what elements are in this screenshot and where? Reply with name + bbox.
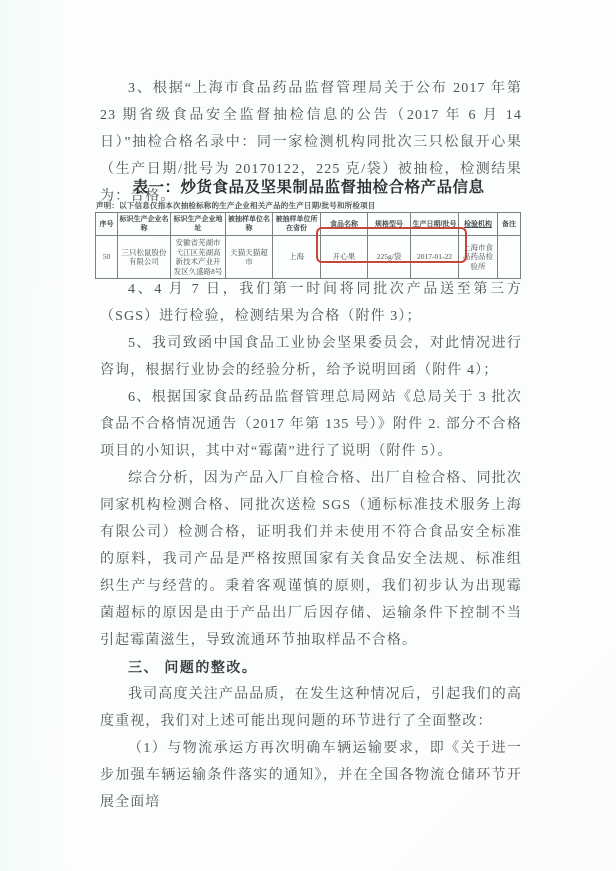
paragraph-comprehensive-analysis: 综合分析，因为产品入厂自检合格、出厂自检合格、同批次同家机构检测合格、同批次送检 SGS（通标标准技术服务上海有限公司）检测合格，证明我们并未使用不符合食品安全标准的原料，我司产品是严格按照国家有关食品安全法规、标准组织生产与经营的。秉着客观谨慎的原则，我们初步认为出现霉菌超标的原因是由于产品出厂后因存储、运输条件下控制不当引起霉菌滋生，导致流通环节抽取样品不合格。 <box>100 471 522 648</box>
paragraph-logistics-requirement: （1）与物流承运方再次明确车辆运输要求，即《关于进一步加强车辆运输条件落实的通知》，并在全国各物流仓储环节开展全面培 <box>100 741 522 810</box>
col-header-remarks: 备注 <box>498 213 521 236</box>
paragraph-sampling-announcement: 3、根据“上海市食品药品监督管理局关于公布 2017 年第 23 期省级食品安全监督抽检信息的公告（2017 年 6 月 14 日）”抽检合格名录中：同一家检测机构同批次三只松鼠开心果（生产日期/批号为 20170122，225 克/袋）被抽检，检测结果为：合格。 <box>100 81 522 204</box>
col-header-sampled-unit-province: 被抽样单位所在省份 <box>273 213 321 236</box>
paragraph-industry-association: 5、我司致函中国食品工业协会坚果委员会，对此情况进行咨询，根据行业协会的经验分析，给予说明回函（附件 4）； <box>100 336 522 378</box>
paragraph-quality-attention: 我司高度关注产品品质，在发生这种情况后，引起我们的高度重视，我们对上述可能出现问题的环节进行了全面整改： <box>100 687 522 729</box>
paragraph-sgs-retest: 4、4 月 7 日，我们第一时间将同批次产品送至第三方（SGS）进行检验，检测结果为合格（附件 3）； <box>100 282 522 324</box>
cell-sampled-unit-province: 上海 <box>273 236 321 279</box>
table-disclaimer: 声明：以下信息仅指本次抽检标称的生产企业相关产品的生产日期/批号和所检项目 <box>96 201 376 210</box>
document-body <box>100 276 522 816</box>
col-header-producer-address: 标识生产企业地址 <box>171 213 226 236</box>
cell-producer-name: 三只松鼠股份有限公司 <box>118 236 171 279</box>
cell-inspection-agency: 上海市食品药品检验所 <box>459 236 498 279</box>
col-header-inspection-agency: 检验机构 <box>459 213 498 236</box>
col-header-serial-no: 序号 <box>96 213 118 236</box>
table-title: 表一：炒货食品及坚果制品监督抽检合格产品信息 <box>132 179 485 196</box>
cell-serial-no: 50 <box>96 236 118 279</box>
col-header-production-date-batch: 生产日期/批号 <box>411 213 459 236</box>
section-heading-rectification: 三、 问题的整改。 <box>128 659 258 675</box>
cell-spec-model: 225g/袋 <box>368 236 411 279</box>
cell-remarks <box>498 236 521 279</box>
paragraph-cfda-notice: 6、根据国家食品药品监督管理总局网站《总局关于 3 批次食品不合格情况通告（2017 年第 135 号）》附件 2. 部分不合格项目的小知识，其中对“霉菌”进行了说明（附件 5）。 <box>100 390 522 459</box>
col-header-sampled-unit-name: 被抽样单位名称 <box>226 213 273 236</box>
cell-producer-address: 安徽省芜湖市弋江区芜湖高新技术产业开发区久盛路8号 <box>171 236 226 279</box>
cell-food-name: 开心果 <box>321 236 368 279</box>
cell-production-date-batch: 2017-01-22 <box>411 236 459 279</box>
scan-edge-tint <box>0 0 70 871</box>
cell-sampled-unit-name: 天猫天猫超市 <box>226 236 273 279</box>
col-header-food-name: 食品名称 <box>321 213 368 236</box>
col-header-producer-name: 标识生产企业名称 <box>118 213 171 236</box>
col-header-spec-model: 规格型号 <box>368 213 411 236</box>
red-highlight-box <box>316 227 467 263</box>
